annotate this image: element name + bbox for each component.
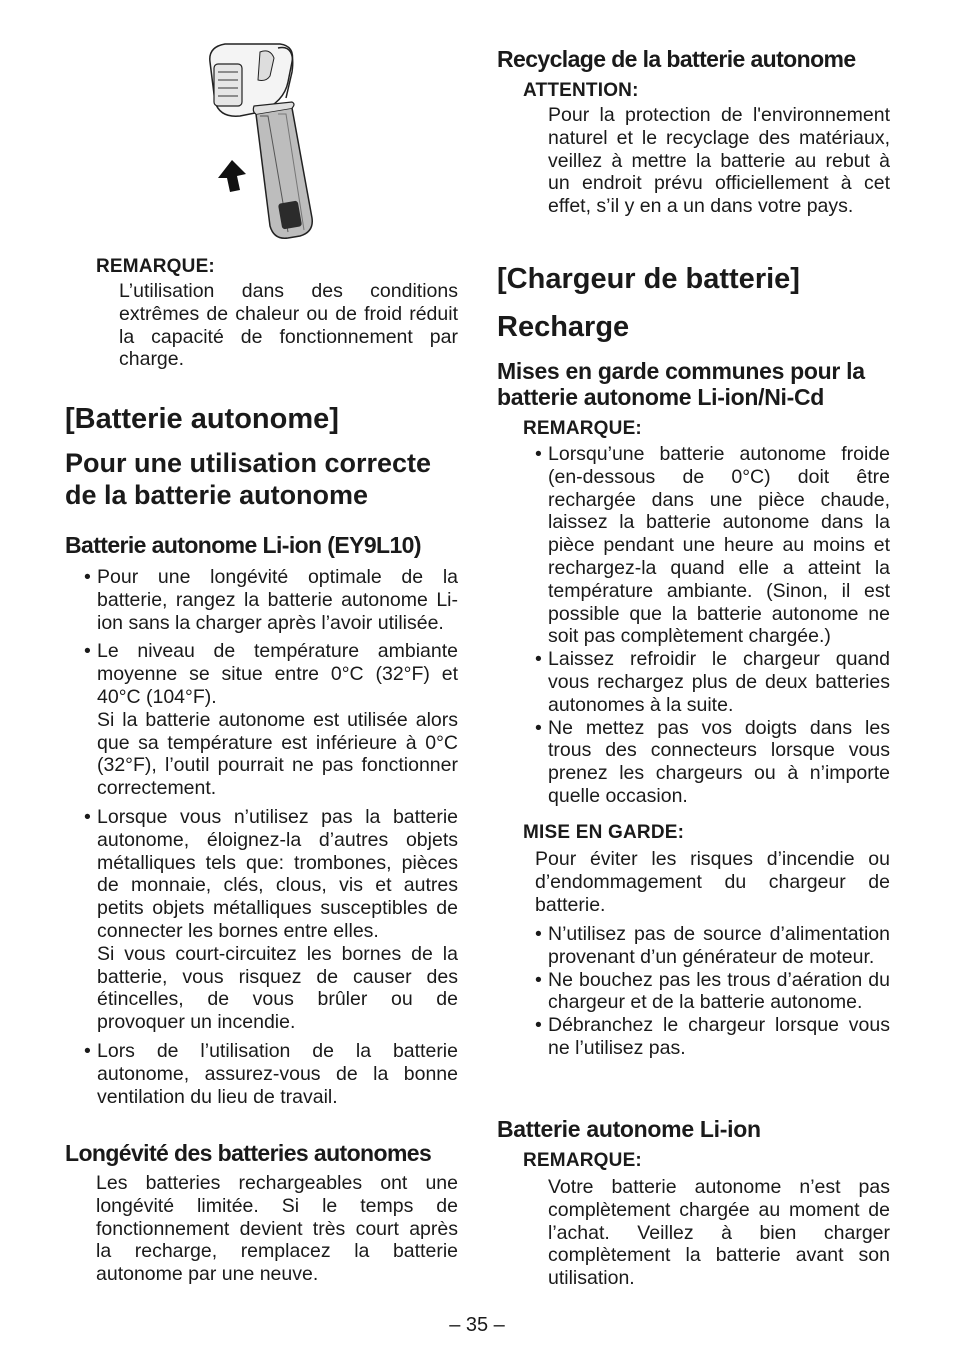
- section-title-charger: [Chargeur de batterie]: [497, 263, 800, 295]
- list-item: • N’utilisez pas de source d’alimentation provenant d’un générateur de moteur.: [535, 923, 890, 969]
- list-item: • Lors de l’utilisation de la batterie autonome, assurez-vous de la bonne ventilation du lieu de travail.: [84, 1040, 458, 1108]
- attention-text: Pour la protection de l'environnement naturel et le recyclage des matériaux, veillez à mettre la batterie au rebut à un endroit prévu officiellement à cet effet, s’il y en a un dans votre pays.: [548, 104, 890, 218]
- section-title-recharge: Recharge: [497, 311, 630, 343]
- common-warnings-heading: Mises en garde communes pour la batterie autonome Li-ion/Ni-Cd: [497, 358, 865, 410]
- caution-text: Pour éviter les risques d’incendie ou d’endommagement du chargeur de batterie.: [535, 848, 890, 916]
- note-label: REMARQUE:: [523, 418, 642, 439]
- liion-bullet-list: [84, 566, 458, 1114]
- liion-note-label: REMARQUE:: [523, 1150, 642, 1171]
- page-number: – 35 –: [449, 1314, 505, 1336]
- list-item: • Lorsque vous n’utilisez pas la batterie autonome, éloignez-la d’autres objets métalliques tels que: trombones, pièces de monnaie, clés, clous, vis et autres petits objets métalliques susceptibles de connecter les bornes entre elles. Si vous court-circuitez les bornes de la batterie, vous risquez de causer des étincelles, de vous brûler ou de provoquer un incendie.: [84, 806, 458, 1034]
- note-text: L’utilisation dans des conditions extrêmes de chaleur ou de froid réduit la capacité de fonctionnement par charge.: [119, 280, 458, 371]
- list-item: • Le niveau de température ambiante moyenne se situe entre 0°C (32°F) et 40°C (104°F). Si la batterie autonome est utilisée alors que sa température est inférieure à 0°C (32°F), l’outil pourrait ne pas fonctionner correctement.: [84, 640, 458, 800]
- list-item: • Ne mettez pas vos doigts dans les trous des connecteurs lorsque vous prenez les chargeurs ou à n’importe quelle occasion.: [535, 717, 890, 808]
- list-item: • Pour une longévité optimale de la batterie, rangez la batterie autonome Li-ion sans la charger après l’avoir utilisée.: [84, 566, 458, 634]
- list-item: • Ne bouchez pas les trous d’aération du chargeur et de la batterie autonome.: [535, 969, 890, 1015]
- section-title-battery: [Batterie autonome]: [65, 403, 339, 435]
- liion-charger-heading: Batterie autonome Li-ion: [497, 1116, 761, 1142]
- note-label: REMARQUE:: [96, 256, 215, 277]
- caution-label: MISE EN GARDE:: [523, 822, 685, 843]
- subsection-title-correct-use: Pour une utilisation correcte de la batterie autonome: [65, 448, 432, 510]
- note-bullet-list: [535, 443, 890, 808]
- recycle-heading: Recyclage de la batterie autonome: [497, 46, 856, 72]
- list-item: • Lorsqu’une batterie autonome froide (en-dessous de 0°C) doit être rechargée dans une pièce chaude, laissez la batterie autonome dans la pièce pendant une heure au moins et rechargez-la quand elle a atteint la température ambiante. (Sinon, il est possible que la batterie autonome ne soit pas complètement chargée.): [535, 443, 890, 648]
- liion-note-text: Votre batterie autonome n’est pas complètement chargée au moment de l’achat. Veillez à bien charger complètement la batterie avant son utilisation.: [548, 1176, 890, 1290]
- list-item: • Débranchez le chargeur lorsque vous ne l’utilisez pas.: [535, 1014, 890, 1060]
- caution-bullet-list: [535, 923, 890, 1060]
- list-item: • Laissez refroidir le chargeur quand vous rechargez plus de deux batteries autonomes à la suite.: [535, 648, 890, 716]
- longevity-text: Les batteries rechargeables ont une longévité limitée. Si le temps de fonctionnement devient très court après la recharge, remplacez la batterie autonome par une neuve.: [96, 1172, 458, 1286]
- liion-heading: Batterie autonome Li-ion (EY9L10): [65, 532, 421, 558]
- battery-removal-illustration: [200, 42, 335, 242]
- attention-label: ATTENTION:: [523, 80, 639, 101]
- longevity-heading: Longévité des batteries autonomes: [65, 1140, 432, 1166]
